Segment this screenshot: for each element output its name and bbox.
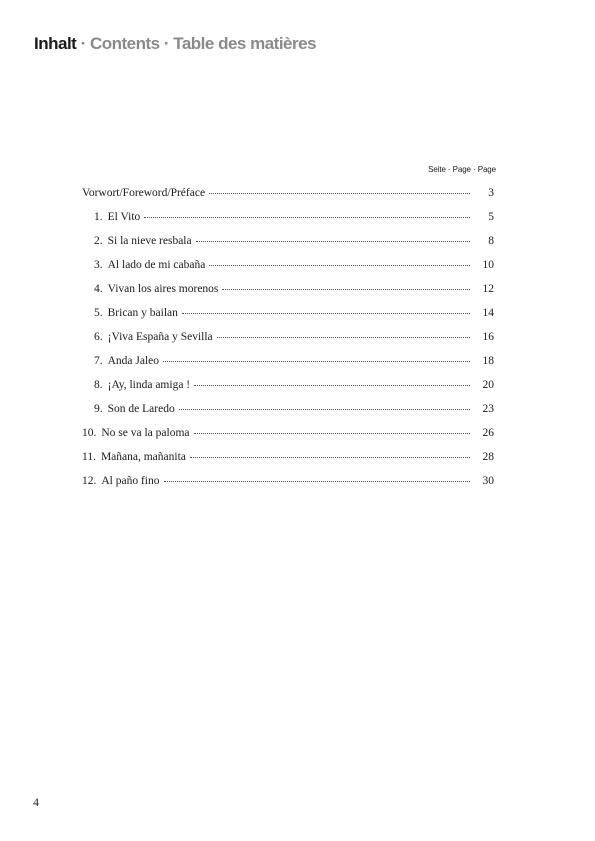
toc-entry-number: 9. [94, 403, 103, 415]
toc-entry-title: Vivan los aires morenos [107, 283, 219, 295]
toc-entry-page: 5 [488, 211, 494, 223]
toc-entry [82, 306, 494, 330]
toc-entry-page: 28 [482, 451, 494, 463]
toc-entry [82, 282, 494, 306]
toc-entry [82, 402, 494, 426]
dot-leader [196, 240, 470, 242]
toc-entry-number: 11. [82, 451, 96, 463]
toc-entry [82, 210, 494, 234]
dot-leader [164, 480, 470, 482]
toc-entry-page: 10 [482, 259, 494, 271]
toc-entry-page: 20 [482, 379, 494, 391]
toc-entry-number: 3. [94, 259, 103, 271]
dot-leader [182, 312, 470, 314]
toc-entry-page: 12 [482, 283, 494, 295]
toc-entry-page: 16 [482, 331, 494, 343]
dot-leader [163, 360, 470, 362]
toc-entry-title: Vorwort/Foreword/Préface [82, 187, 206, 199]
toc-entry [82, 378, 494, 402]
table-of-contents [82, 186, 494, 498]
toc-entry-number: 7. [94, 355, 103, 367]
toc-entry-page: 14 [482, 307, 494, 319]
toc-entry-number: 4. [94, 283, 103, 295]
dot-leader [194, 384, 470, 386]
title-secondary: · Contents · Table des matières [76, 34, 317, 53]
toc-entry [82, 234, 494, 258]
dot-leader [144, 216, 470, 218]
toc-entry-number: 12. [82, 475, 97, 487]
dot-leader [209, 264, 470, 266]
dot-leader [194, 432, 470, 434]
toc-entry-title: ¡Viva España y Sevilla [107, 331, 213, 343]
toc-entry [82, 426, 494, 450]
toc-entry [82, 450, 494, 474]
toc-entry-page: 8 [488, 235, 494, 247]
toc-entry-number: 2. [94, 235, 103, 247]
toc-entry-title: No se va la paloma [101, 427, 190, 439]
footer-page-number: 4 [33, 795, 39, 809]
page-title [34, 34, 316, 54]
toc-entry-title: Al lado de mi cabaña [107, 259, 206, 271]
toc-entry-title: Mañana, mañanita [100, 451, 186, 463]
toc-entry-title: Brican y bailan [107, 307, 178, 319]
toc-entry-number: 6. [94, 331, 103, 343]
toc-entry-page: 3 [488, 187, 494, 199]
toc-entry [82, 330, 494, 354]
toc-entry-number: 1. [94, 211, 103, 223]
toc-entry [82, 474, 494, 498]
toc-entry-page: 26 [482, 427, 494, 439]
dot-leader [209, 192, 470, 194]
toc-entry-title: Son de Laredo [107, 403, 175, 415]
page-column-header: Seite · Page · Page [428, 165, 496, 174]
toc-entry-title: El Vito [107, 211, 141, 223]
toc-entry-number: 10. [82, 427, 97, 439]
toc-entry-preface [82, 186, 494, 210]
dot-leader [217, 336, 470, 338]
dot-leader [222, 288, 470, 290]
toc-entry [82, 354, 494, 378]
title-primary: Inhalt [34, 34, 77, 53]
toc-entry-page: 18 [482, 355, 494, 367]
toc-entry-title: Al paño fino [101, 475, 160, 487]
toc-entry-page: 23 [482, 403, 494, 415]
toc-entry-number: 8. [94, 379, 103, 391]
toc-entry-title: Si la nieve resbala [107, 235, 192, 247]
toc-entry-page: 30 [482, 475, 494, 487]
dot-leader [190, 456, 470, 458]
toc-entry-title: Anda Jaleo [107, 355, 160, 367]
toc-entry [82, 258, 494, 282]
toc-entry-number: 5. [94, 307, 103, 319]
dot-leader [179, 408, 470, 410]
toc-entry-title: ¡Ay, linda amiga ! [107, 379, 191, 391]
